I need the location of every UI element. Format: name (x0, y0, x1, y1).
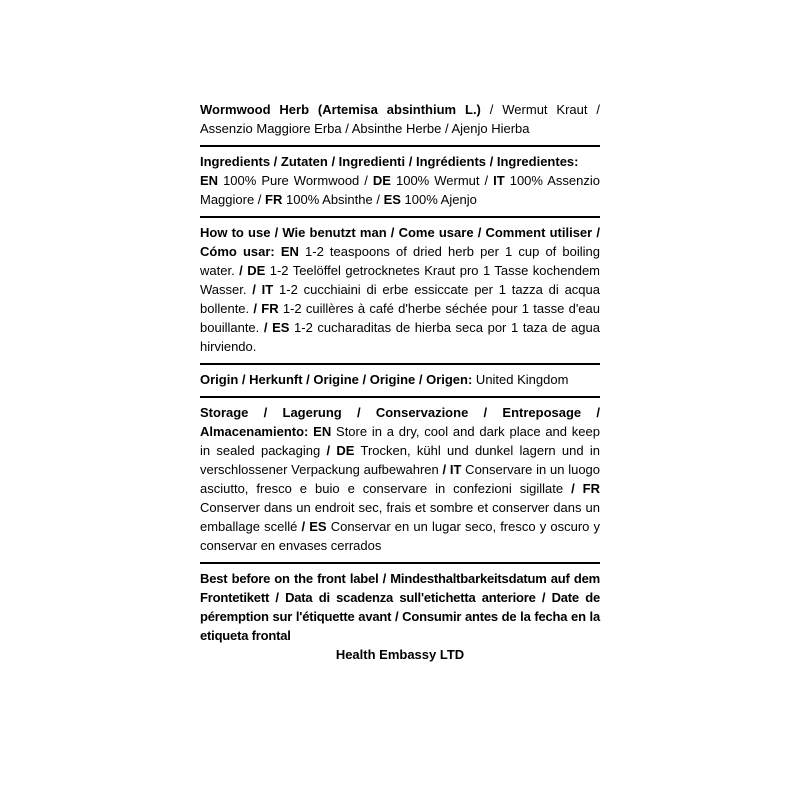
lang-code: FR (265, 192, 283, 207)
company-name: Health Embassy LTD (335, 647, 465, 662)
lang-code: / FR (571, 481, 600, 496)
storage-text: Store in a dry, cool and dark place and keep in sealed packaging (200, 424, 600, 458)
usage-text: 1-2 Teelöffel getrocknetes Kraut pro 1 Tasse kochendem Wasser. (200, 263, 601, 297)
lang-code: EN (200, 173, 219, 188)
how-to-use-section (200, 223, 600, 363)
divider (200, 562, 600, 564)
divider (200, 145, 600, 147)
product-name-translations: / Wermut Kraut / Assenzio Maggiore Erba / Absinthe Herbe / Ajenjo Hierba (200, 102, 600, 136)
divider (200, 363, 600, 365)
product-name-latin: Wormwood Herb (Artemisa absinthium L.) (200, 102, 481, 117)
origin-section (200, 370, 600, 396)
lang-code: / DE (326, 443, 355, 458)
lang-code: / FR (253, 301, 279, 316)
usage-text: 1-2 teaspoons of dried herb per 1 cup of boiling water. (200, 244, 600, 278)
storage-text: Conservar en un lugar seco, fresco y oscuro y conservar en envases cerrados (200, 519, 600, 553)
storage-text: Trocken, kühl und dunkel lagern und in verschlossener Verpackung aufbewahren (200, 443, 601, 477)
storage-heading: Storage / Lagerung / Conservazione / Entreposage / Almacenamiento: (200, 405, 600, 439)
product-label (200, 100, 600, 664)
origin-heading: Origin / Herkunft / Origine / Origine / Origen: (200, 372, 473, 387)
lang-code: EN (313, 424, 332, 439)
usage-text: 1-2 cucchiaini di erbe essiccate per 1 tazza di acqua bollente. (200, 282, 600, 316)
ingredient-text: 100% Absinthe / (282, 192, 384, 207)
lang-code: ES (383, 192, 401, 207)
lang-code: IT (493, 173, 505, 188)
ingredients-section (200, 152, 600, 216)
lang-code: / ES (263, 320, 290, 335)
storage-text: Conserver dans un endroit sec, frais et sombre et conserver dans un emballage scellé (200, 500, 600, 534)
lang-code: DE (372, 173, 391, 188)
origin-value: United Kingdom (472, 372, 569, 387)
best-before-text: Best before on the front label / Mindesthaltbarkeitsdatum auf dem Frontetikett / Data di scadenza sull'etichetta anteriore / Date de péremption sur l'étiquette avant / Consumir antes de la fecha en la etiqueta frontal (200, 571, 600, 643)
ingredients-heading: Ingredients / Zutaten / Ingredienti / Ingrédients / Ingredientes: (200, 154, 579, 169)
ingredient-text: 100% Ajenjo (400, 192, 477, 207)
best-before-section (200, 569, 600, 645)
usage-text: 1-2 cucharaditas de hierba seca por 1 taza de agua hirviendo. (200, 320, 600, 354)
usage-text: 1-2 cuillères à café d'herbe séchée pour 1 tasse d'eau bouillante. (200, 301, 600, 335)
storage-section (200, 403, 600, 562)
lang-code: / DE (239, 263, 266, 278)
lang-code: / IT (442, 462, 462, 477)
lang-code: / IT (252, 282, 274, 297)
product-name-section (200, 100, 600, 145)
lang-code: / ES (301, 519, 327, 534)
ingredient-text: 100% Assenzio Maggiore / (200, 173, 600, 207)
divider (200, 216, 600, 218)
ingredient-text: 100% Pure Wormwood / (218, 173, 373, 188)
ingredient-text: 100% Wermut / (390, 173, 494, 188)
storage-text: Conservare in un luogo asciutto, fresco e buio e conservare in confezioni sigillate (200, 462, 601, 496)
lang-code: EN (280, 244, 299, 259)
how-to-use-heading: How to use / Wie benutzt man / Come usare / Comment utiliser / Cómo usar: (200, 225, 600, 259)
divider (200, 396, 600, 398)
